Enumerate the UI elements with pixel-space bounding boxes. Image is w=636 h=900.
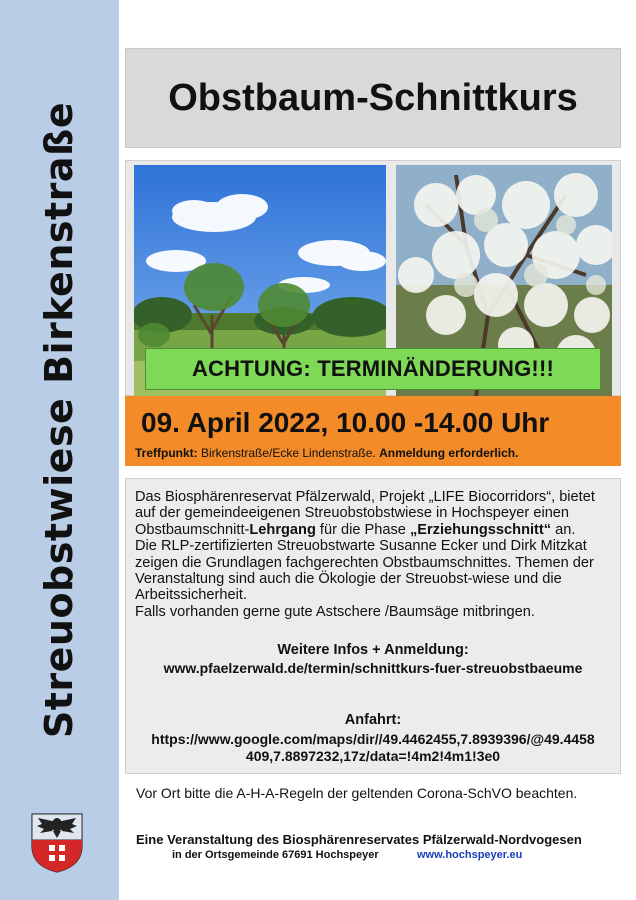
coat-of-arms-icon [30,812,84,874]
description-p1-part: Das Biosphärenreservat Pfälzerwald, Projekt „LIFE Biocorridors“, bietet auf der gemeindeeigenen Streuobstobstwiese in Hochspeyer einen Obstbaumschnitt- [135,489,595,538]
description-box [125,478,621,774]
meeting-point [135,446,518,460]
description-paragraph-1 [135,489,615,538]
meeting-label: Treffpunkt: [135,446,198,460]
municipality-link[interactable]: www.hochspeyer.eu [417,849,523,861]
page-title: Obstbaum-Schnittkurs [168,76,578,119]
directions-link-line-2[interactable]: 409,7.8897232,17z/data=!4m2!4m1!3e0 [245,748,501,764]
directions-heading: Anfahrt: [344,712,402,728]
schedule-change-banner: ACHTUNG: TERMINÄNDERUNG!!! [145,348,601,390]
description-paragraph-3: Falls vorhanden gerne gute Astschere /Baumsäge mitbringen. [135,603,535,620]
directions-link-line-1[interactable]: https://www.google.com/maps/dir//49.4462455,7.8939396/@49.4458 [151,731,595,747]
info-link[interactable]: www.pfaelzerwald.de/termin/schnittkurs-fuer-streuobstbaeume [163,660,583,676]
registration-note: Anmeldung erforderlich. [379,446,519,460]
date-band [125,396,621,466]
organizer-line: Eine Veranstaltung des Biosphärenreservates Pfälzerwald-Nordvogesen [136,832,582,847]
info-heading: Weitere Infos + Anmeldung: [277,642,469,658]
description-p1-part: an. [551,521,576,538]
directions-link[interactable] [126,731,620,765]
description-p1-bold: Lehrgang [249,521,316,538]
description-p1-bold: „Erziehungsschnitt“ [409,521,552,538]
description-text [135,489,615,620]
corona-notice: Vor Ort bitte die A-H-A-Regeln der geltenden Corona-SchVO beachten. [136,785,578,801]
municipality-line: in der Ortsgemeinde 67691 Hochspeyer [172,849,379,861]
description-p1-part: für die Phase [315,521,410,538]
meeting-place: Birkenstraße/Ecke Lindenstraße. [197,446,380,460]
sidebar [0,0,119,900]
title-box [125,48,621,148]
description-paragraph-2: Die RLP-zertifizierten Streuobstwarte Susanne Ecker und Dirk Mitzkat zeigen die Grundlagen fachgerechten Obstbaumschnittes. Themen der Veranstaltung sind auch die Ökologie der Streuobst-wiese und die Arbeitssicherheit. [135,538,594,604]
event-date: 09. April 2022, 10.00 -14.00 Uhr [141,407,550,438]
sidebar-title: Streuobstwiese Birkenstraße [37,101,81,739]
